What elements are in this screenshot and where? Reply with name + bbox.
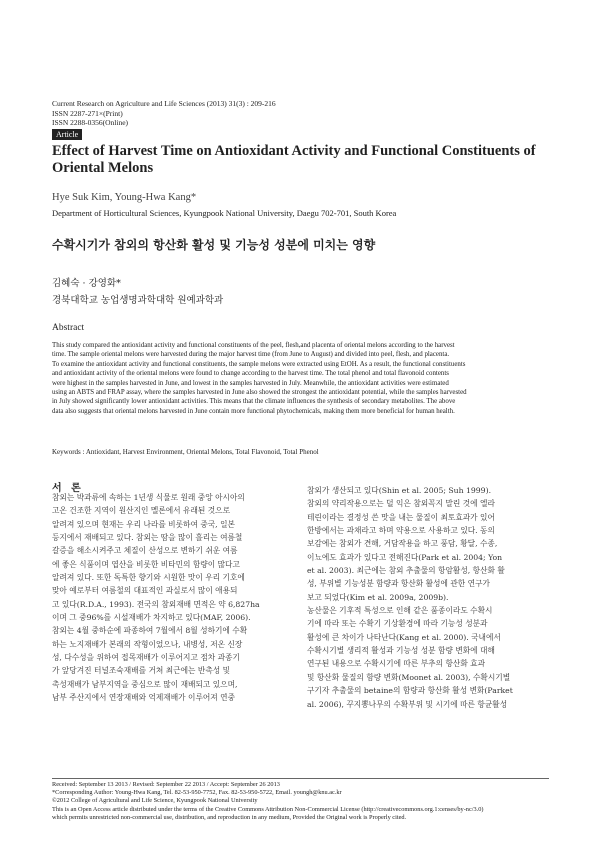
abstract-label: Abstract	[52, 323, 85, 333]
issn-print: ISSN 2287-271×(Print)	[52, 108, 123, 118]
korean-authors: 김혜숙 · 강영화*	[52, 278, 121, 289]
abstract-line: and antioxidant activity of the oriental melons were found to change according to the harvest time. The total phenol and total flavonoid contents	[52, 370, 449, 378]
abstract-line: data also suggests that oriental melons harvested in June contain more functional phytochemicals, making them more beneficial for human health.	[52, 407, 455, 415]
abstract-line: time. The sample oriental melons were harvested during the major harvest time (from June to August) and divided into peel, flesh, and placenta.	[52, 351, 450, 359]
body-line: 및 항산화 물질의 함량 변화(Moonet al. 2003), 수확시기별	[307, 672, 511, 682]
authors: Hye Suk Kim, Young-Hwa Kang*	[52, 192, 197, 203]
korean-affiliation: 경북대학교 농업생명과학대학 원예과학과	[52, 295, 224, 306]
body-line: 기에 따라 또는 수확기 기상환경에 따라 기능성 성분과	[307, 619, 488, 629]
footer-divider	[52, 778, 549, 779]
body-line: al. 2006), 꾸지뽕나무의 수확부위 및 시기에 따른 항균활성	[307, 699, 508, 709]
body-line: 보고 되었다(Kim et al. 2009a, 2009b).	[307, 592, 449, 602]
body-line: 하는 노지재배가 본래의 작형이었으나, 내병성, 저온 신장	[52, 639, 243, 649]
body-line: 고 있다(R.D.A., 1993). 전국의 참외재배 면적은 약 6,827ha	[52, 599, 260, 609]
article-type-badge: Article	[52, 129, 82, 140]
body-line: 이뇨에도 효과가 있다고 전해진다(Park et al. 2004; Yon	[307, 552, 503, 562]
paper-title: Effect of Harvest Time on Antioxidant Activity and Functional Constituents of Oriental Melons	[52, 143, 536, 176]
abstract-line: using an ABTS and FRAP assay, where the samples harvested in June also showed the strongest the antioxidant potential, while the samples harvested	[52, 389, 467, 397]
body-line: 알려져 있다. 또한 독특한 향기와 시원한 맛이 우리 기호에	[52, 573, 245, 583]
body-line: 고온 건조한 지역이 원산지인 멜론에서 유래된 것으로	[52, 506, 231, 516]
body-line: 이며 그 중96%를 시설재배가 차지하고 있다(MAF, 2006).	[52, 613, 251, 623]
abstract-body	[52, 341, 549, 416]
body-column-right	[307, 484, 550, 711]
body-line: 구기자 추출물의 betaine의 함량과 항산화 활성 변화(Parket	[307, 686, 513, 696]
body-line: 성, 다수성을 위하여 접목재배가 이루어지고 점차 과종기	[52, 653, 240, 663]
keywords: Keywords : Antioxidant, Harvest Environment, Oriental Melons, Total Flavonoid, Total Phenol	[52, 448, 319, 456]
section-heading: 서 론	[52, 483, 84, 494]
body-line: 한방에서는 과채라고 하며 약용으로 사용하고 있다. 동의	[307, 526, 495, 536]
body-line: 알려져 있으며 현재는 우리 나라를 비롯하여 중국, 일본	[52, 519, 235, 529]
body-line: 농산물은 기후적 특성으로 인해 같은 품종이라도 수확시	[307, 606, 493, 616]
body-line: et al. 2003). 최근에는 참외 추출물의 항암활성, 항산화 활	[307, 566, 505, 576]
license-line: which permits unrestricted non-commercial use, distribution, and reproduction in any medium, Provided the Original work is Properly cited.	[52, 813, 407, 821]
body-line: 갈증을 해소시켜주고 체질이 산성으로 변하기 쉬운 여름	[52, 546, 238, 556]
body-line: 테린이라는 결정성 쓴 맛을 내는 물질이 최토효과가 있어	[307, 512, 495, 522]
body-line: 활성에 큰 차이가 나타난다(Kang et al. 2000). 국내에서	[307, 632, 501, 642]
received-dates: Received: September 13 2013 / Revised: September 22 2013 / Accept: September 26 2013	[52, 781, 280, 788]
body-line: 성, 부위별 기능성분 함량과 항산화 활성에 관한 연구가	[307, 579, 490, 589]
copyright: ©2012 College of Agricultural and Life Science, Kyungpook National University	[52, 797, 258, 805]
journal-line: Current Research on Agriculture and Life Sciences (2013) 31(3) : 209-216	[52, 99, 276, 108]
body-line: 맞아 예로부터 여름철의 대표적인 과실로서 많이 애용되	[52, 586, 238, 596]
body-line: 참외가 생산되고 있다(Shin et al. 2005; Suh 1999).	[307, 486, 492, 495]
body-line: 참외는 4월 중하순에 파종하여 7월에서 8월 성하기에 수확	[52, 626, 248, 636]
body-line: 참외는 박과류에 속하는 1년생 식물로 원래 중앙 아시아의	[52, 493, 245, 502]
abstract-line: in July showed significantly lower antioxidant activities. This means that the climate influences the synthesis of secondary metabolites. The above	[52, 398, 456, 406]
corresponding-author: *Corresponding Author: Young-Hwa Kang, Tel. 82-53-950-7752, Fax. 82-53-950-5722, Email. youngh@knu.ac.kr	[52, 789, 342, 797]
body-line: 보감에는 참외가 견해, 거담작용을 하고 풍담, 황달, 수종,	[307, 539, 498, 549]
body-line: 에 좋은 식품이며 엽산을 비롯한 비타민의 함량이 많다고	[52, 559, 240, 569]
affiliation: Department of Horticultural Sciences, Kyungpook National University, Daegu 702-701, South Korea	[52, 208, 397, 218]
body-line: 수확시기별 생리적 활성과 기능성 성분 함량 변화에 대해	[307, 646, 495, 656]
body-line: 가 앞당겨진 터널조숙재배를 거쳐 최근에는 반촉성 및	[52, 666, 231, 676]
journal-info	[52, 99, 276, 128]
korean-title: 수확시기가 참외의 항산화 활성 및 기능성 성분에 미치는 영향	[52, 238, 376, 252]
issn-online: ISSN 2288-0356(Online)	[52, 118, 129, 128]
license-line: This is an Open Access article distributed under the terms of the Creative Commons Attribution Non-Commercial License (http://creativecommons.org.1:censes/by-nc/3.0)	[52, 805, 484, 813]
abstract-line: were highest in the samples harvested in June, and lowest in the samples harvested in July. Meanwhile, the antioxidant activities were estimated	[52, 379, 449, 387]
body-line: 등지에서 재배되고 있다. 참외는 땀을 많이 흘리는 여름철	[52, 533, 243, 543]
abstract-line: To examine the antioxidant activity and functional constituents, the sample melons were extracted using EtOH. As a result, the functional constituents	[52, 360, 466, 368]
footer-notes	[52, 781, 549, 822]
body-line: 남부 주산지에서 연장재배와 억제재배가 이루어져 연중	[52, 693, 236, 703]
body-line: 연구된 내용으로 수확시기에 따른 부추의 항산화 효과	[307, 659, 486, 669]
abstract-line: This study compared the antioxidant activity and functional constituents of the peel, flesh,and placenta of oriental melons according to the harvest	[52, 342, 455, 349]
body-column-left	[52, 491, 295, 705]
body-line: 촉성재배가 남부지역을 중심으로 많이 재배되고 있으며,	[52, 679, 238, 689]
body-line: 참외의 약리작용으로는 덜 익은 참외꼭지 말린 것에 엘라	[307, 499, 495, 509]
